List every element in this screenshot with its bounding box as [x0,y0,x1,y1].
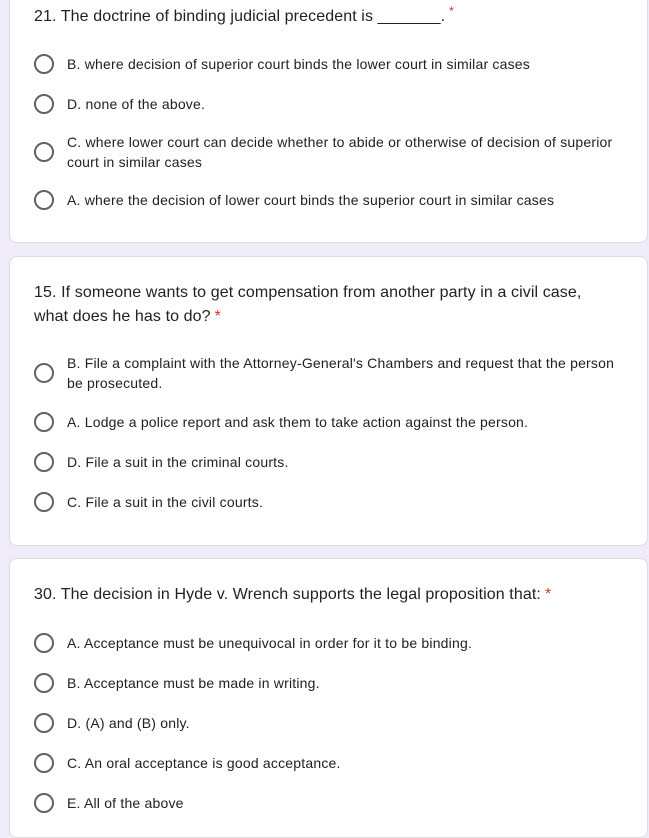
required-asterisk: * [449,4,454,18]
radio-button-icon[interactable] [34,412,54,432]
question-text: 30. The decision in Hyde v. Wrench supports the legal proposition that: [34,586,541,603]
radio-button-icon[interactable] [34,492,54,512]
option-label: C. File a suit in the civil courts. [67,494,264,510]
radio-button-icon[interactable] [34,633,54,653]
required-asterisk: * [544,586,552,603]
radio-option[interactable] [34,492,623,512]
radio-button-icon[interactable] [34,190,54,210]
option-label: C. An oral acceptance is good acceptance. [67,755,341,771]
question-title [34,5,607,29]
option-label: A. where the decision of lower court binds the superior court in similar cases [67,192,555,208]
radio-option[interactable] [34,412,623,432]
option-label: B. Acceptance must be made in writing. [67,675,320,691]
question-title [34,281,607,329]
question-card-30 [9,558,648,838]
radio-button-icon[interactable] [34,753,54,773]
radio-option[interactable] [34,190,623,210]
radio-button-icon[interactable] [34,363,54,383]
radio-option[interactable] [34,713,623,733]
option-label: A. Acceptance must be unequivocal in order for it to be binding. [67,635,473,651]
radio-button-icon[interactable] [34,452,54,472]
radio-button-icon[interactable] [34,793,54,813]
question-card-21 [9,0,648,243]
radio-option[interactable] [34,673,623,693]
radio-option[interactable] [34,94,623,114]
radio-option[interactable] [34,353,623,393]
option-label: D. File a suit in the criminal courts. [67,454,289,470]
question-card-15 [9,256,648,546]
radio-option[interactable] [34,793,623,813]
option-label: A. Lodge a police report and ask them to take action against the person. [67,414,529,430]
radio-option[interactable] [34,452,623,472]
question-text: 15. If someone wants to get compensation from another party in a civil case, what does he has to do? [34,284,582,325]
radio-option[interactable] [34,54,623,74]
radio-option[interactable] [34,633,623,653]
question-title [34,583,607,607]
option-label: D. (A) and (B) only. [67,715,190,731]
radio-button-icon[interactable] [34,713,54,733]
option-label: C. where lower court can decide whether to abide or otherwise of decision of superior court in similar cases [67,134,613,170]
radio-option[interactable] [34,132,623,172]
option-label: B. File a complaint with the Attorney-General's Chambers and request that the person be prosecuted. [67,355,615,391]
option-label: E. All of the above [67,795,184,811]
radio-button-icon[interactable] [34,94,54,114]
question-text: 21. The doctrine of binding judicial precedent is _______. [34,8,446,25]
option-label: D. none of the above. [67,96,206,112]
radio-button-icon[interactable] [34,54,54,74]
option-label: B. where decision of superior court binds the lower court in similar cases [67,56,530,72]
required-asterisk: * [214,308,221,325]
radio-option[interactable] [34,753,623,773]
radio-button-icon[interactable] [34,673,54,693]
radio-button-icon[interactable] [34,142,54,162]
